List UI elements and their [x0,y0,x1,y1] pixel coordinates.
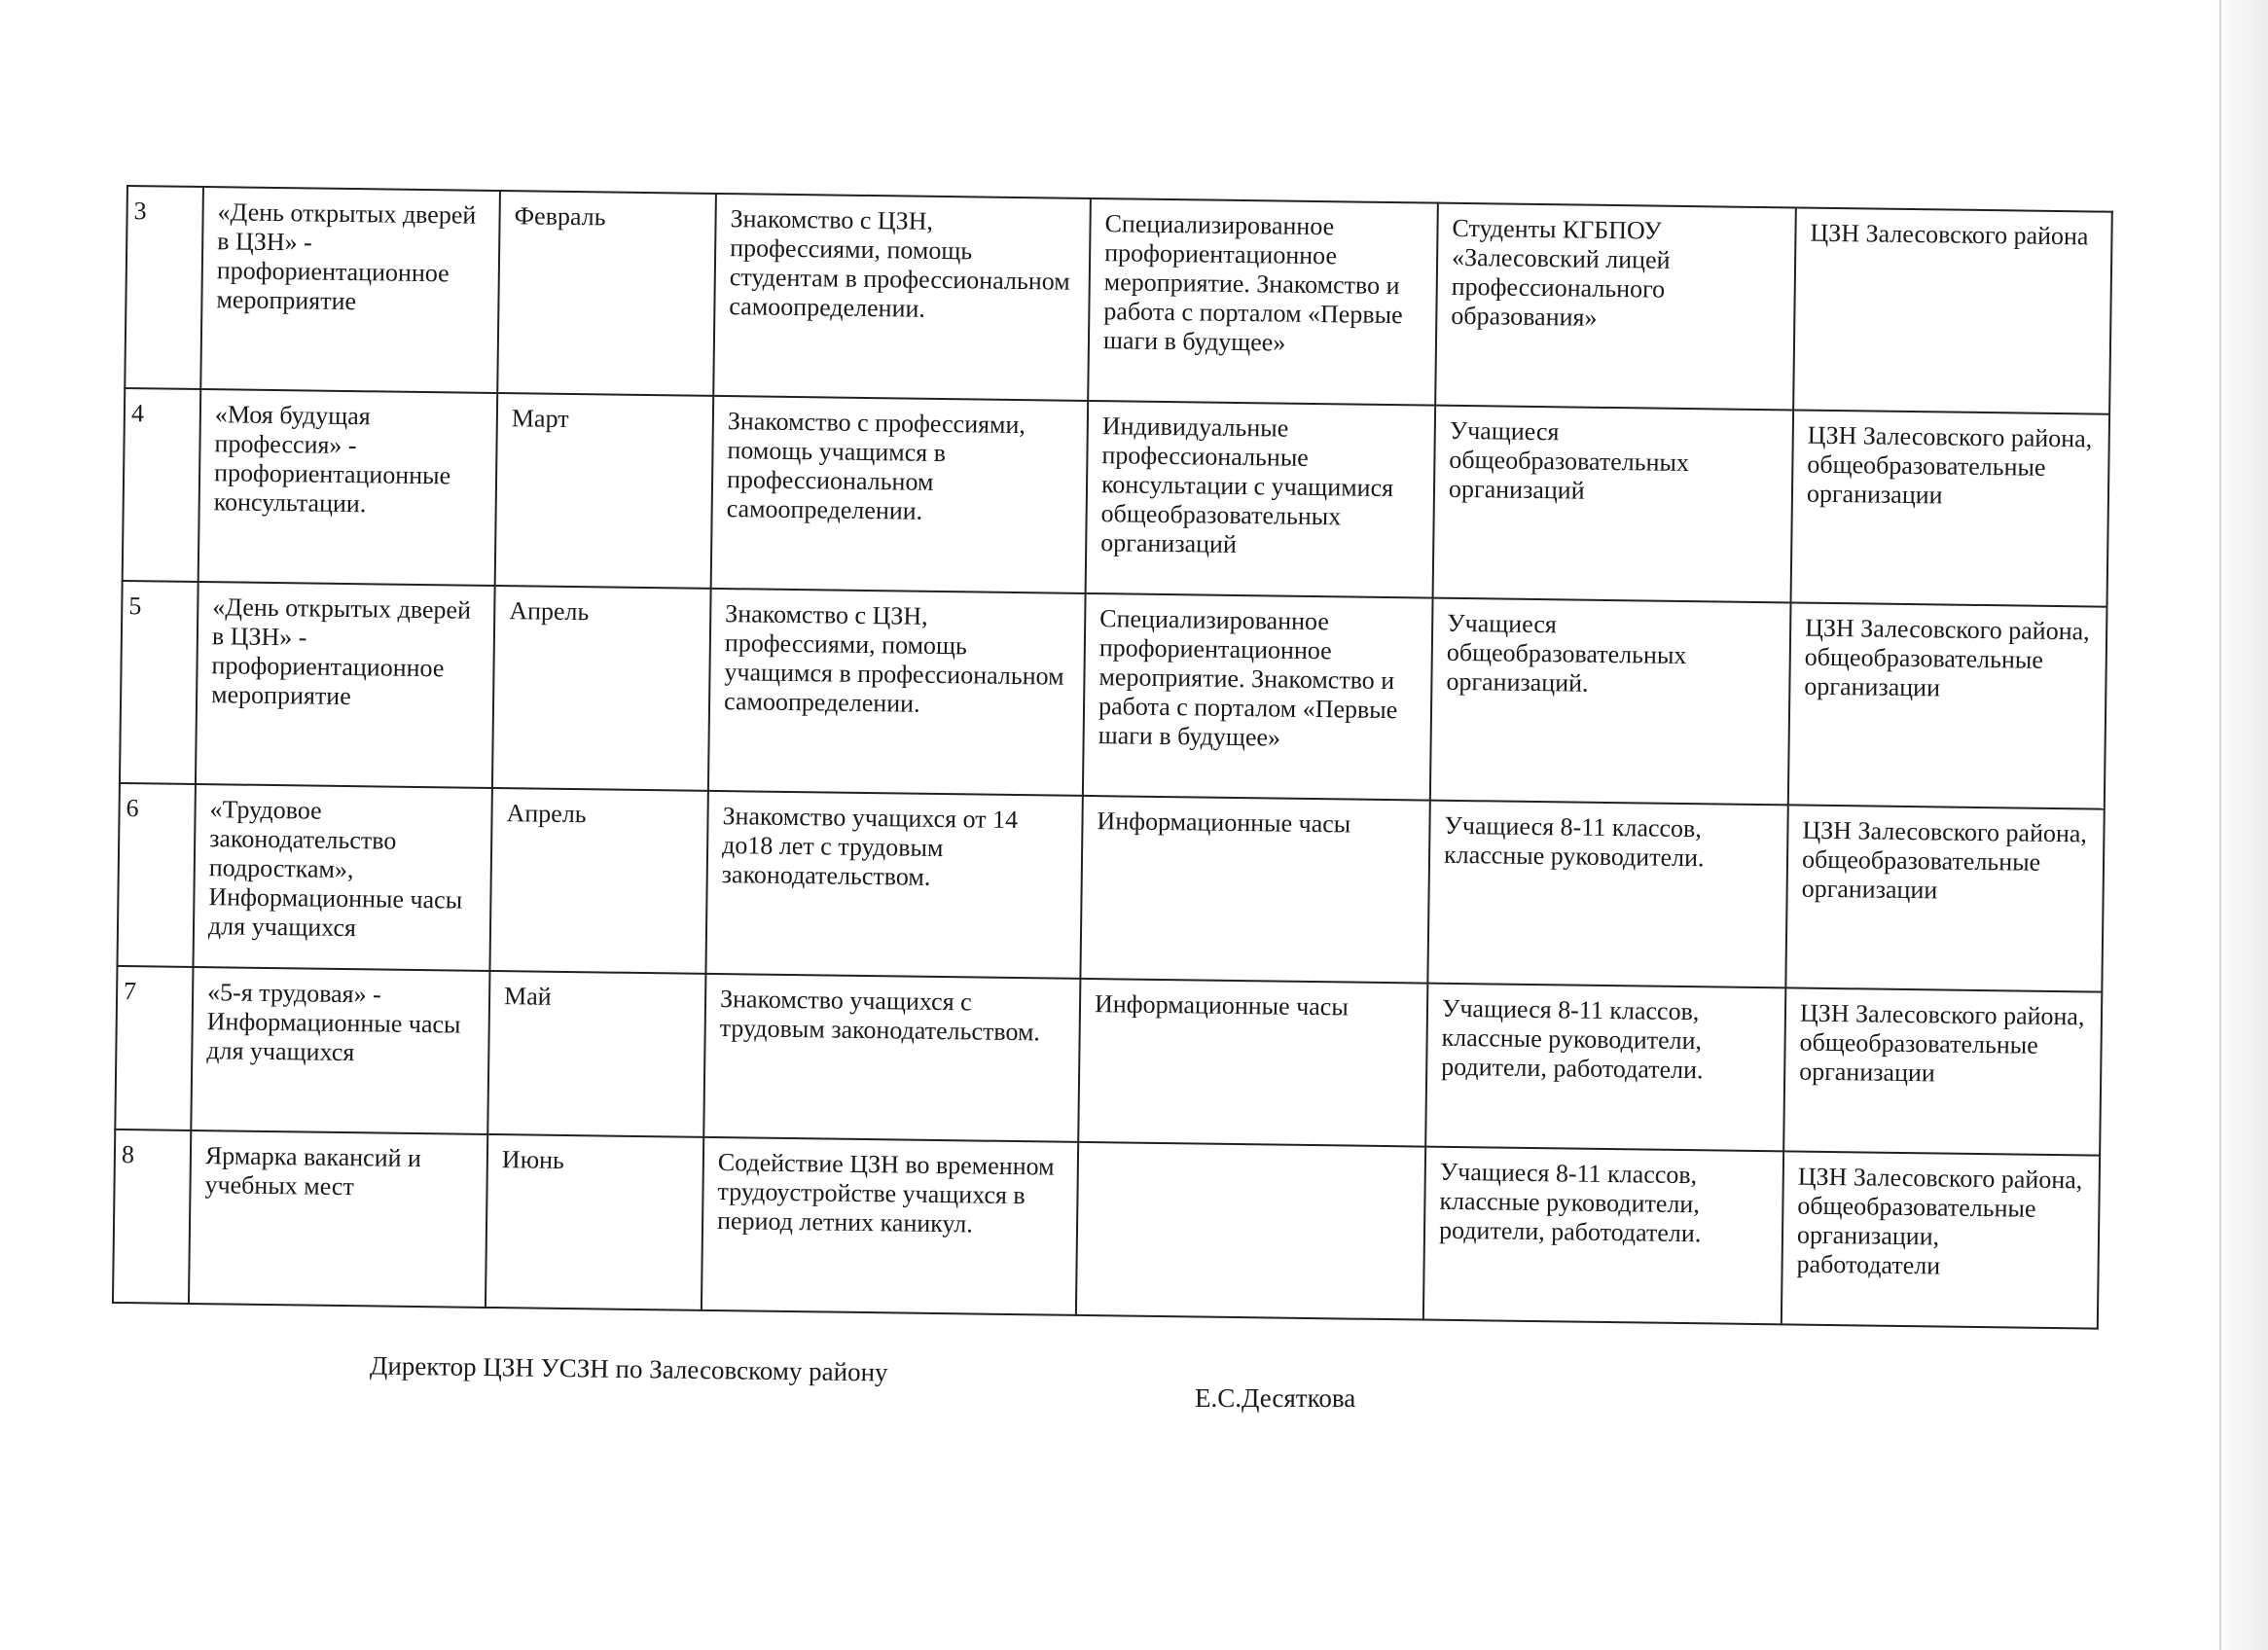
row-number: 4 [123,388,201,582]
event-goal: Знакомство с профессиями, помощь учащимся в профессиональном самоопределении. [711,396,1089,593]
event-month: Март [495,393,714,589]
row-number: 3 [125,186,203,389]
event-participants: Студенты КГБПОУ «Залесовский лицей профессионального образования» [1435,203,1796,411]
event-name: «День открытых дверей в ЦЗН» - профориентационное мероприятие [200,187,500,393]
event-month: Апрель [489,788,707,974]
events-table [112,185,2113,1330]
event-form: Специализированное профориентационное мероприятие. Знакомство и работа с порталом «Первые шаги в будущее» [1083,593,1433,801]
event-participants: Учащиеся 8-11 классов, классные руководители. [1427,801,1787,988]
event-participants: Учащиеся общеобразовательных организаций [1433,406,1794,603]
event-name: «День открытых дверей в ЦЗН» - профориентационное мероприятие [196,582,495,788]
event-name: «Трудовое законодательство подросткам», Информационные часы для учащихся [193,784,491,971]
event-goal: Содействие ЦЗН во временном трудоустройстве учащихся в период летних каникул. [702,1137,1078,1315]
table-row [123,388,2109,607]
event-name: «Моя будущая профессия» - профориентационные консультации. [198,389,498,586]
event-name: «5-я трудовая» - Информационные часы для учащихся [191,967,489,1134]
event-participants: Учащиеся общеобразовательных организаций. [1430,598,1791,806]
event-month: Апрель [492,586,711,791]
event-month: Июнь [486,1134,703,1310]
event-goal: Знакомство с ЦЗН, профессиями, помощь студентам в профессиональном самоопределении. [713,194,1091,401]
scan-edge-line [2219,0,2221,1650]
event-goal: Знакомство с ЦЗН, профессиями, помощь учащимся в профессиональном самоопределении. [708,589,1086,796]
signature-name: Е.С.Десяткова [1195,1383,1356,1413]
event-responsible: ЦЗН Залесовского района, общеобразовательные организации [1785,805,2104,991]
table-row [113,1130,2100,1329]
event-form: Специализированное профориентационное мероприятие. Знакомство и работа с порталом «Первые шаги в будущее» [1088,198,1438,406]
signature-position: Директор ЦЗН УСЗН по Залесовскому району [369,1350,888,1387]
event-form: Индивидуальные профессиональные консультации с учащимися общеобразовательных организаций [1086,401,1436,598]
event-responsible: ЦЗН Залесовского района [1793,207,2112,413]
row-number: 6 [117,783,195,967]
event-participants: Учащиеся 8-11 классов, классные руководители, родители, работодатели. [1423,1147,1783,1325]
event-goal: Знакомство учащихся с трудовым законодательством. [703,974,1080,1142]
event-form [1076,1142,1425,1320]
event-month: Февраль [497,191,716,396]
row-number: 5 [120,581,198,784]
table-row [125,186,2112,414]
event-responsible: ЦЗН Залесовского района, общеобразовательные организации [1791,410,2110,606]
event-responsible: ЦЗН Залесовского района, общеобразовательные организации [1788,602,2107,808]
event-goal: Знакомство учащихся от 14 до18 лет с трудовым законодательством. [705,791,1082,979]
event-form: Информационные часы [1080,796,1429,984]
event-name: Ярмарка вакансий и учебных мест [189,1130,487,1308]
row-number: 7 [115,966,193,1130]
event-month: Май [487,971,705,1137]
event-participants: Учащиеся 8-11 классов, классные руководители, родители, работодатели. [1425,984,1785,1152]
scan-edge-shadow [2210,0,2268,1650]
events-table-wrapper [112,185,2111,1330]
event-responsible: ЦЗН Залесовского района, общеобразовательные организации, работодатели [1782,1151,2100,1328]
table-row [120,581,2107,809]
event-responsible: ЦЗН Залесовского района, общеобразовательные организации [1783,987,2102,1155]
table-row [117,783,2104,992]
table-row [115,966,2102,1156]
event-form: Информационные часы [1078,979,1427,1147]
row-number: 8 [113,1130,191,1304]
